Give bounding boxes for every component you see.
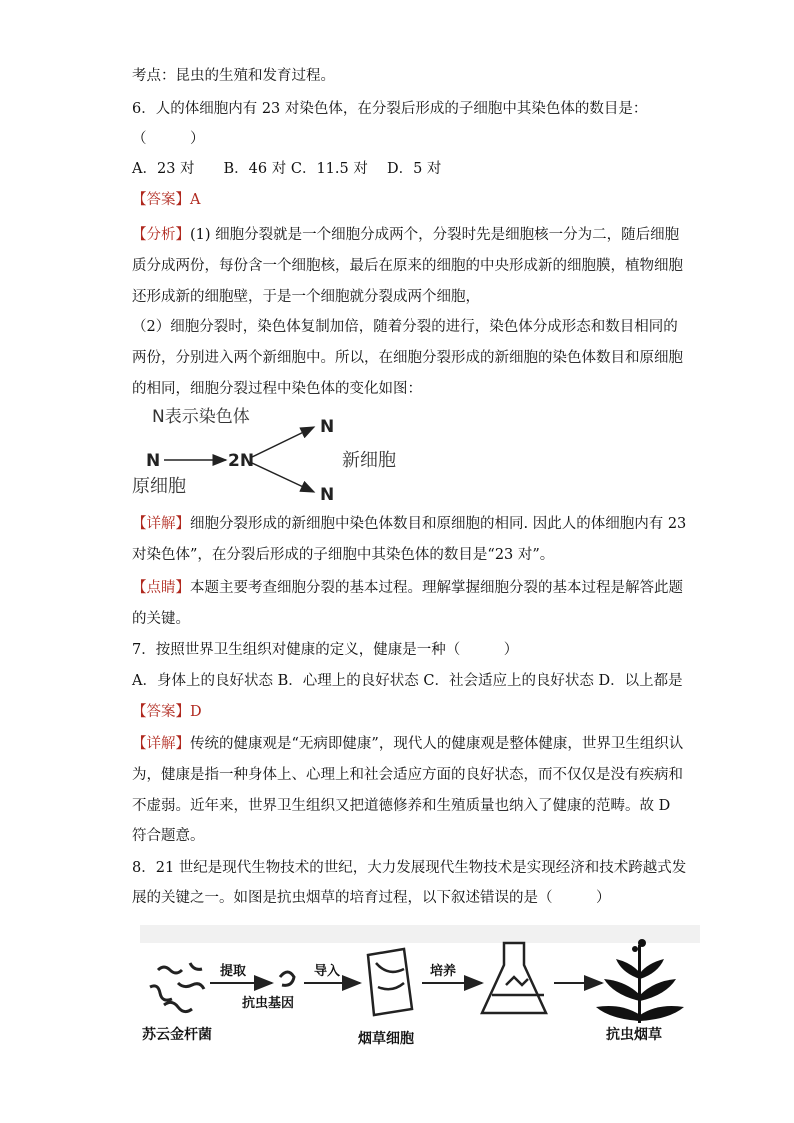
tobacco-figure — [140, 925, 700, 1055]
answer-tag: 【答案】 — [132, 192, 190, 208]
step-import: 导入 — [314, 964, 341, 979]
answer-tag: 【答案】 — [132, 704, 190, 720]
q7-stem: 7．按照世界卫生组织对健康的定义，健康是一种（ ） — [132, 642, 519, 658]
gene-label: 抗虫基因 — [242, 996, 295, 1011]
diagram-end-top-n: N — [320, 417, 335, 437]
comment-tag: 【点睛】 — [132, 580, 190, 596]
bacteria-icon — [150, 963, 204, 1012]
diagram-start-n: N — [146, 451, 161, 471]
q6-analysis-5: 的相同，细胞分裂过程中染色体的变化如图： — [132, 381, 422, 397]
cell-label: 烟草细胞 — [358, 1031, 414, 1047]
q7-options: A．身体上的良好状态 B．心理上的良好状态 C．社会适应上的良好状态 D．以上都是 — [132, 673, 683, 689]
plant-icon — [596, 939, 684, 1023]
answer-value: D — [190, 704, 202, 720]
answer-value: A — [190, 192, 201, 208]
q6-analysis-2: 还形成新的细胞壁，于是一个细胞就分裂成两个细胞， — [132, 289, 480, 305]
scan-noise — [140, 925, 700, 943]
diagram-legend: N表示染色体 — [152, 407, 250, 427]
step-culture: 培养 — [430, 964, 457, 979]
diagram-middle-2n: 2N — [228, 451, 255, 471]
gene-icon — [280, 972, 294, 985]
detail-tag: 【详解】 — [132, 516, 190, 532]
diagram-orig-cell: 原细胞 — [132, 476, 186, 497]
q8-stem-0: 8．21 世纪是现代生物技术的世纪，大力发展现代生物技术是实现经济和技术跨越式发 — [132, 860, 687, 876]
q6-stem: 6．人的体细胞内有 23 对染色体，在分裂后形成的子细胞中其染色体的数目是： — [132, 101, 648, 117]
q6-options: A．23 对 B．46 对 C．11.5 对 D．5 对 — [132, 161, 442, 177]
detail-tag: 【详解】 — [132, 736, 190, 752]
q6-analysis-3: （2）细胞分裂时，染色体复制加倍，随着分裂的进行，染色体分成形态和数目相同的 — [132, 319, 678, 335]
q6-paren: （ ） — [132, 131, 205, 147]
detail-text: 传统的健康观是“无病即健康”，现代人的健康观是整体健康，世界卫生组织认 — [190, 736, 684, 752]
analysis-text: (1) 细胞分裂就是一个细胞分成两个，分裂时先是细胞核一分为二，随后细胞 — [190, 227, 680, 243]
analysis-tag: 【分析】 — [132, 227, 190, 243]
q6-analysis-1: 质分成两份，每份含一个细胞核，最后在原来的细胞的中央形成新的细胞膜，植物细胞 — [132, 258, 683, 274]
q6-comment-0 — [132, 578, 683, 598]
q8-stem-1: 展的关键之一。如图是抗虫烟草的培育过程，以下叙述错误的是（ ） — [132, 890, 611, 906]
q7-detail-2: 不虚弱。近年来，世界卫生组织又把道德修养和生殖质量也纳入了健康的范畴。故 D — [132, 798, 671, 814]
flask-icon — [482, 943, 546, 1013]
kaodian: 考点：昆虫的生殖和发育过程。 — [132, 68, 335, 84]
q7-detail-0 — [132, 734, 683, 754]
chromosome-diagram — [130, 400, 420, 505]
q6-analysis-0 — [132, 225, 679, 245]
q6-answer-line — [132, 190, 200, 210]
plant-label: 抗虫烟草 — [606, 1027, 662, 1043]
q7-answer-line — [132, 702, 202, 722]
q7-detail-1: 为，健康是指一种身体上、心理上和社会适应方面的良好状态，而不仅仅是没有疾病和 — [132, 767, 683, 783]
q6-detail-0 — [132, 514, 686, 534]
diagram-end-bottom-n: N — [320, 485, 335, 505]
detail-text: 细胞分裂形成的新细胞中染色体数目和原细胞的相同. 因此人的体细胞内有 23 — [190, 516, 687, 532]
comment-text: 本题主要考查细胞分裂的基本过程。理解掌握细胞分裂的基本过程是解答此题 — [190, 580, 683, 596]
arrow-up — [252, 427, 314, 457]
bacteria-label: 苏云金杆菌 — [142, 1027, 212, 1043]
cell-icon — [368, 949, 412, 1015]
q6-comment-1: 的关键。 — [132, 611, 190, 627]
diagram-new-cell: 新细胞 — [342, 450, 396, 471]
q7-detail-3: 符合题意。 — [132, 828, 205, 844]
step-extract: 提取 — [220, 964, 247, 979]
arrow-down — [252, 463, 314, 492]
q6-analysis-4: 两份，分别进入两个新细胞中。所以，在细胞分裂形成的新细胞的染色体数目和原细胞 — [132, 350, 683, 366]
q6-detail-1: 对染色体”，在分裂后形成的子细胞中其染色体的数目是“23 对”。 — [132, 547, 555, 563]
